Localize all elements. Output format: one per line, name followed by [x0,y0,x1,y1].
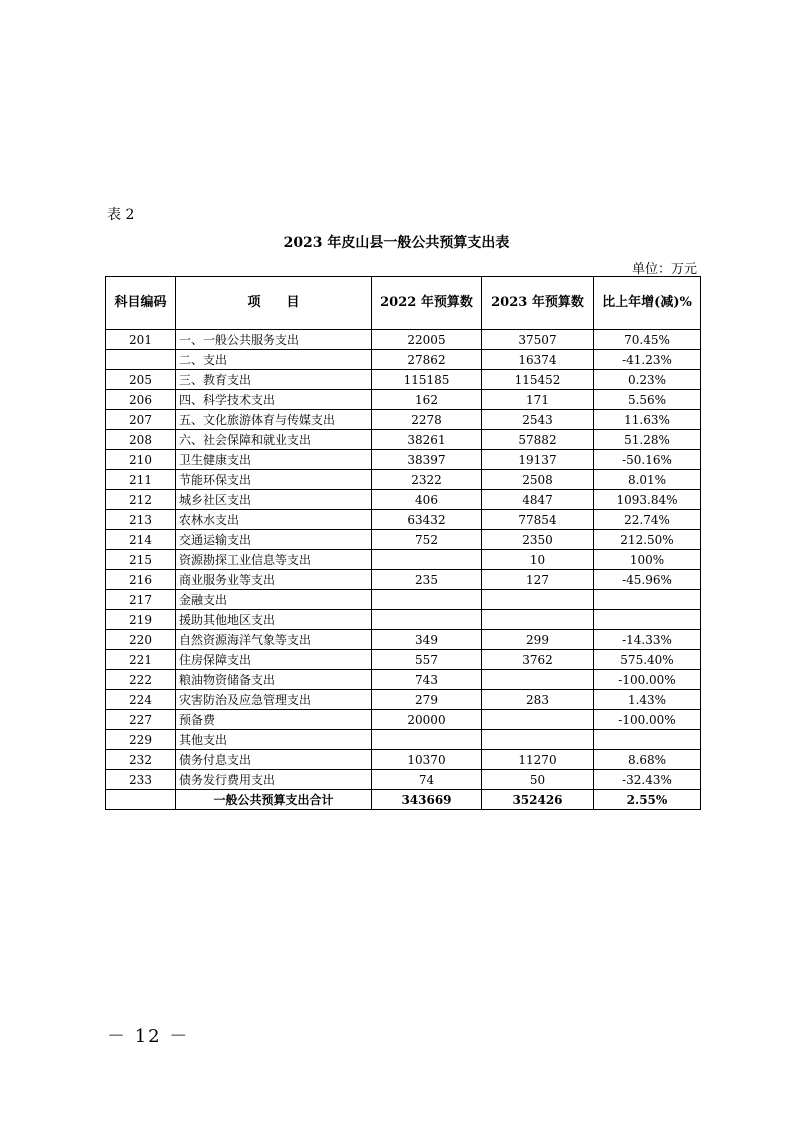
total-cell-2022: 343669 [372,790,482,810]
cell-change: -50.16% [594,450,701,470]
cell-2022 [372,550,482,570]
cell-code: 210 [106,450,176,470]
cell-2022: 22005 [372,330,482,350]
cell-item: 一、一般公共服务支出 [176,330,372,350]
cell-2023: 57882 [482,430,594,450]
table-row [106,450,701,470]
cell-item: 二、支出 [176,350,372,370]
cell-2022: 752 [372,530,482,550]
cell-item: 城乡社区支出 [176,490,372,510]
header-item: 项 目 [176,277,372,330]
cell-item: 六、社会保障和就业支出 [176,430,372,450]
cell-code: 222 [106,670,176,690]
cell-item: 自然资源海洋气象等支出 [176,630,372,650]
cell-change: 0.23% [594,370,701,390]
cell-item: 援助其他地区支出 [176,610,372,630]
cell-change [594,610,701,630]
table-row [106,590,701,610]
cell-change: -41.23% [594,350,701,370]
cell-2023: 4847 [482,490,594,510]
header-change: 比上年增(减)% [594,277,701,330]
unit-label: 单位：万元 [631,262,697,277]
cell-2022: 2322 [372,470,482,490]
cell-2023: 2543 [482,410,594,430]
cell-code: 213 [106,510,176,530]
table-row [106,470,701,490]
cell-item: 四、科学技术支出 [176,390,372,410]
cell-item: 节能环保支出 [176,470,372,490]
cell-2022: 63432 [372,510,482,530]
cell-code: 206 [106,390,176,410]
total-cell-2023: 352426 [482,790,594,810]
cell-change: 8.68% [594,750,701,770]
cell-code: 214 [106,530,176,550]
cell-2023: 77854 [482,510,594,530]
cell-change: 5.56% [594,390,701,410]
cell-change: 575.40% [594,650,701,670]
budget-table [105,276,701,810]
table-header-row [106,277,701,330]
cell-2023: 115452 [482,370,594,390]
table-row [106,410,701,430]
cell-2022: 10370 [372,750,482,770]
cell-2023: 3762 [482,650,594,670]
cell-code: 215 [106,550,176,570]
cell-code: 201 [106,330,176,350]
table-row [106,350,701,370]
table-row [106,710,701,730]
cell-change: 8.01% [594,470,701,490]
cell-2022 [372,590,482,610]
cell-item: 农林水支出 [176,510,372,530]
cell-2023 [482,670,594,690]
table-row [106,730,701,750]
cell-2022: 406 [372,490,482,510]
cell-2022: 235 [372,570,482,590]
cell-change: 11.63% [594,410,701,430]
cell-2023: 2350 [482,530,594,550]
cell-code: 229 [106,730,176,750]
cell-2023: 16374 [482,350,594,370]
cell-change: -45.96% [594,570,701,590]
cell-item: 三、教育支出 [176,370,372,390]
cell-code: 220 [106,630,176,650]
total-cell-code [106,790,176,810]
total-cell-change: 2.55% [594,790,701,810]
cell-2022: 38397 [372,450,482,470]
cell-item: 预备费 [176,710,372,730]
cell-change: -14.33% [594,630,701,650]
cell-code: 217 [106,590,176,610]
cell-code: 216 [106,570,176,590]
cell-item: 金融支出 [176,590,372,610]
table-row [106,370,701,390]
cell-change [594,730,701,750]
cell-2023: 19137 [482,450,594,470]
cell-change: -32.43% [594,770,701,790]
cell-item: 债务发行费用支出 [176,770,372,790]
table-row [106,690,701,710]
cell-item: 其他支出 [176,730,372,750]
cell-2022: 38261 [372,430,482,450]
header-2023: 2023 年预算数 [482,277,594,330]
cell-2023: 11270 [482,750,594,770]
cell-item: 资源勘探工业信息等支出 [176,550,372,570]
cell-2023: 127 [482,570,594,590]
cell-2023: 283 [482,690,594,710]
table-row [106,750,701,770]
cell-2023: 37507 [482,330,594,350]
cell-2023 [482,730,594,750]
table-row [106,610,701,630]
cell-item: 商业服务业等支出 [176,570,372,590]
cell-change: 22.74% [594,510,701,530]
table-body [106,330,701,810]
cell-code: 205 [106,370,176,390]
page-number: － 12 － [107,1026,190,1047]
cell-code: 227 [106,710,176,730]
cell-change: 212.50% [594,530,701,550]
cell-code: 233 [106,770,176,790]
cell-2023: 10 [482,550,594,570]
table-row [106,430,701,450]
total-cell-item: 一般公共预算支出合计 [176,790,372,810]
table-row [106,490,701,510]
table-row [106,650,701,670]
table-row [106,630,701,650]
cell-change [594,590,701,610]
cell-code: 212 [106,490,176,510]
cell-change: 51.28% [594,430,701,450]
cell-2023: 50 [482,770,594,790]
cell-item: 粮油物资储备支出 [176,670,372,690]
table-row [106,550,701,570]
cell-2022: 2278 [372,410,482,430]
table-row [106,530,701,550]
cell-code: 221 [106,650,176,670]
cell-2023 [482,610,594,630]
cell-2022: 74 [372,770,482,790]
cell-change: 1.43% [594,690,701,710]
cell-item: 交通运输支出 [176,530,372,550]
cell-2023: 2508 [482,470,594,490]
cell-code [106,350,176,370]
table-row [106,510,701,530]
cell-2023: 171 [482,390,594,410]
cell-2022: 349 [372,630,482,650]
cell-2022: 279 [372,690,482,710]
cell-item: 灾害防治及应急管理支出 [176,690,372,710]
table-row [106,670,701,690]
total-row [106,790,701,810]
cell-2023 [482,590,594,610]
cell-item: 五、文化旅游体育与传媒支出 [176,410,372,430]
header-code: 科目编码 [106,277,176,330]
cell-change: 70.45% [594,330,701,350]
cell-code: 224 [106,690,176,710]
cell-2022: 162 [372,390,482,410]
cell-code: 207 [106,410,176,430]
table-number-label: 表 2 [107,207,135,223]
cell-2023 [482,710,594,730]
cell-2022 [372,730,482,750]
cell-change: 100% [594,550,701,570]
cell-2022: 27862 [372,350,482,370]
cell-change: -100.00% [594,710,701,730]
cell-item: 卫生健康支出 [176,450,372,470]
cell-item: 住房保障支出 [176,650,372,670]
cell-change: -100.00% [594,670,701,690]
cell-code: 232 [106,750,176,770]
cell-2022: 557 [372,650,482,670]
table-row [106,330,701,350]
cell-change: 1093.84% [594,490,701,510]
cell-2022: 20000 [372,710,482,730]
cell-2022: 743 [372,670,482,690]
cell-2023: 299 [482,630,594,650]
cell-item: 债务付息支出 [176,750,372,770]
cell-code: 219 [106,610,176,630]
page-title: 2023 年皮山县一般公共预算支出表 [283,235,510,251]
header-2022: 2022 年预算数 [372,277,482,330]
table-row [106,770,701,790]
cell-code: 211 [106,470,176,490]
cell-code: 208 [106,430,176,450]
table-row [106,570,701,590]
table-row [106,390,701,410]
cell-2022: 115185 [372,370,482,390]
cell-2022 [372,610,482,630]
